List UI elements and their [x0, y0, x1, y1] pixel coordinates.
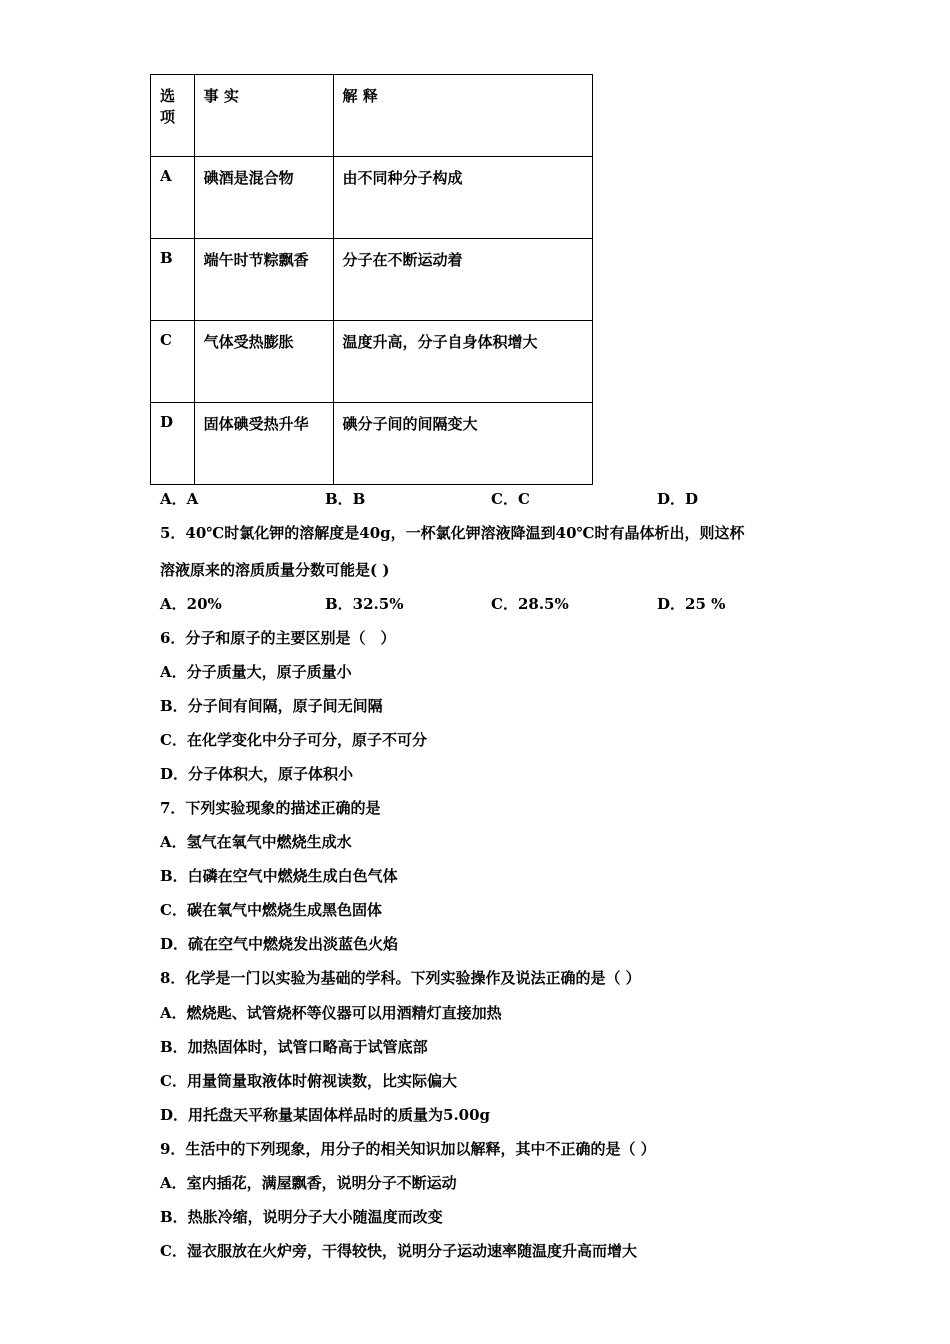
- q7-stem: 7．下列实验现象的描述正确的是: [160, 799, 381, 817]
- q9-stem: 9．生活中的下列现象，用分子的相关知识加以解释，其中不正确的是（ ）: [160, 1140, 656, 1158]
- cell-explanation: 温度升高，分子自身体积增大: [333, 321, 592, 403]
- q4-option-a: A．A: [160, 490, 199, 508]
- q9-option-b: B．热胀冷缩，说明分子大小随温度而改变: [160, 1208, 443, 1226]
- cell-fact: 固体碘受热升华: [194, 403, 333, 485]
- cell-fact: 碘酒是混合物: [194, 157, 333, 239]
- q6-stem: 6．分子和原子的主要区别是（ ）: [160, 629, 396, 647]
- table-row: [151, 321, 593, 403]
- q5-option-d: D．25 %: [657, 595, 726, 613]
- header-fact: 事 实: [194, 75, 333, 157]
- q5-option-c: C．28.5%: [491, 595, 569, 613]
- q8-option-d: D．用托盘天平称量某固体样品时的质量为5.00g: [160, 1106, 491, 1124]
- table-row: [151, 157, 593, 239]
- q5-stem-line1: 5．40℃时氯化钾的溶解度是40g，一杯氯化钾溶液降温到40℃时有晶体析出，则这杯: [160, 524, 745, 542]
- q6-option-d: D．分子体积大，原子体积小: [160, 765, 354, 783]
- table-row: [151, 403, 593, 485]
- cell-option: D: [151, 403, 195, 485]
- q8-stem: 8．化学是一门以实验为基础的学科。下列实验操作及说法正确的是（ ）: [160, 969, 641, 987]
- cell-option: B: [151, 239, 195, 321]
- q9-option-a: A．室内插花，满屋飘香，说明分子不断运动: [160, 1174, 457, 1192]
- q8-option-a: A．燃烧匙、试管烧杯等仪器可以用酒精灯直接加热: [160, 1004, 502, 1022]
- cell-explanation: 由不同种分子构成: [333, 157, 592, 239]
- q6-option-c: C．在化学变化中分子可分，原子不可分: [160, 731, 427, 749]
- cell-fact: 端午时节粽飘香: [194, 239, 333, 321]
- q9-option-c: C．湿衣服放在火炉旁，干得较快，说明分子运动速率随温度升高而增大: [160, 1242, 637, 1260]
- q6-option-a: A．分子质量大，原子质量小: [160, 663, 352, 681]
- q7-option-d: D．硫在空气中燃烧发出淡蓝色火焰: [160, 935, 399, 953]
- cell-fact: 气体受热膨胀: [194, 321, 333, 403]
- table-header-row: [151, 75, 593, 157]
- q5-option-a: A．20%: [160, 595, 222, 613]
- cell-option: A: [151, 157, 195, 239]
- q7-option-c: C．碳在氧气中燃烧生成黑色固体: [160, 901, 382, 919]
- q8-option-b: B．加热固体时，试管口略高于试管底部: [160, 1038, 428, 1056]
- q4-option-b: B．B: [325, 490, 366, 508]
- header-option: 选项: [151, 75, 195, 157]
- q4-option-c: C．C: [491, 490, 530, 508]
- q7-option-a: A．氢气在氧气中燃烧生成水: [160, 833, 352, 851]
- q5-stem-line2: 溶液原来的溶质质量分数可能是( ): [160, 561, 390, 579]
- cell-explanation: 分子在不断运动着: [333, 239, 592, 321]
- q8-option-c: C．用量筒量取液体时俯视读数，比实际偏大: [160, 1072, 457, 1090]
- cell-option: C: [151, 321, 195, 403]
- q7-option-b: B．白磷在空气中燃烧生成白色气体: [160, 867, 398, 885]
- q4-option-d: D．D: [657, 490, 699, 508]
- header-explanation: 解 释: [333, 75, 592, 157]
- q5-option-b: B．32.5%: [325, 595, 404, 613]
- cell-explanation: 碘分子间的间隔变大: [333, 403, 592, 485]
- q6-option-b: B．分子间有间隔，原子间无间隔: [160, 697, 383, 715]
- facts-table: [150, 74, 593, 485]
- table-row: [151, 239, 593, 321]
